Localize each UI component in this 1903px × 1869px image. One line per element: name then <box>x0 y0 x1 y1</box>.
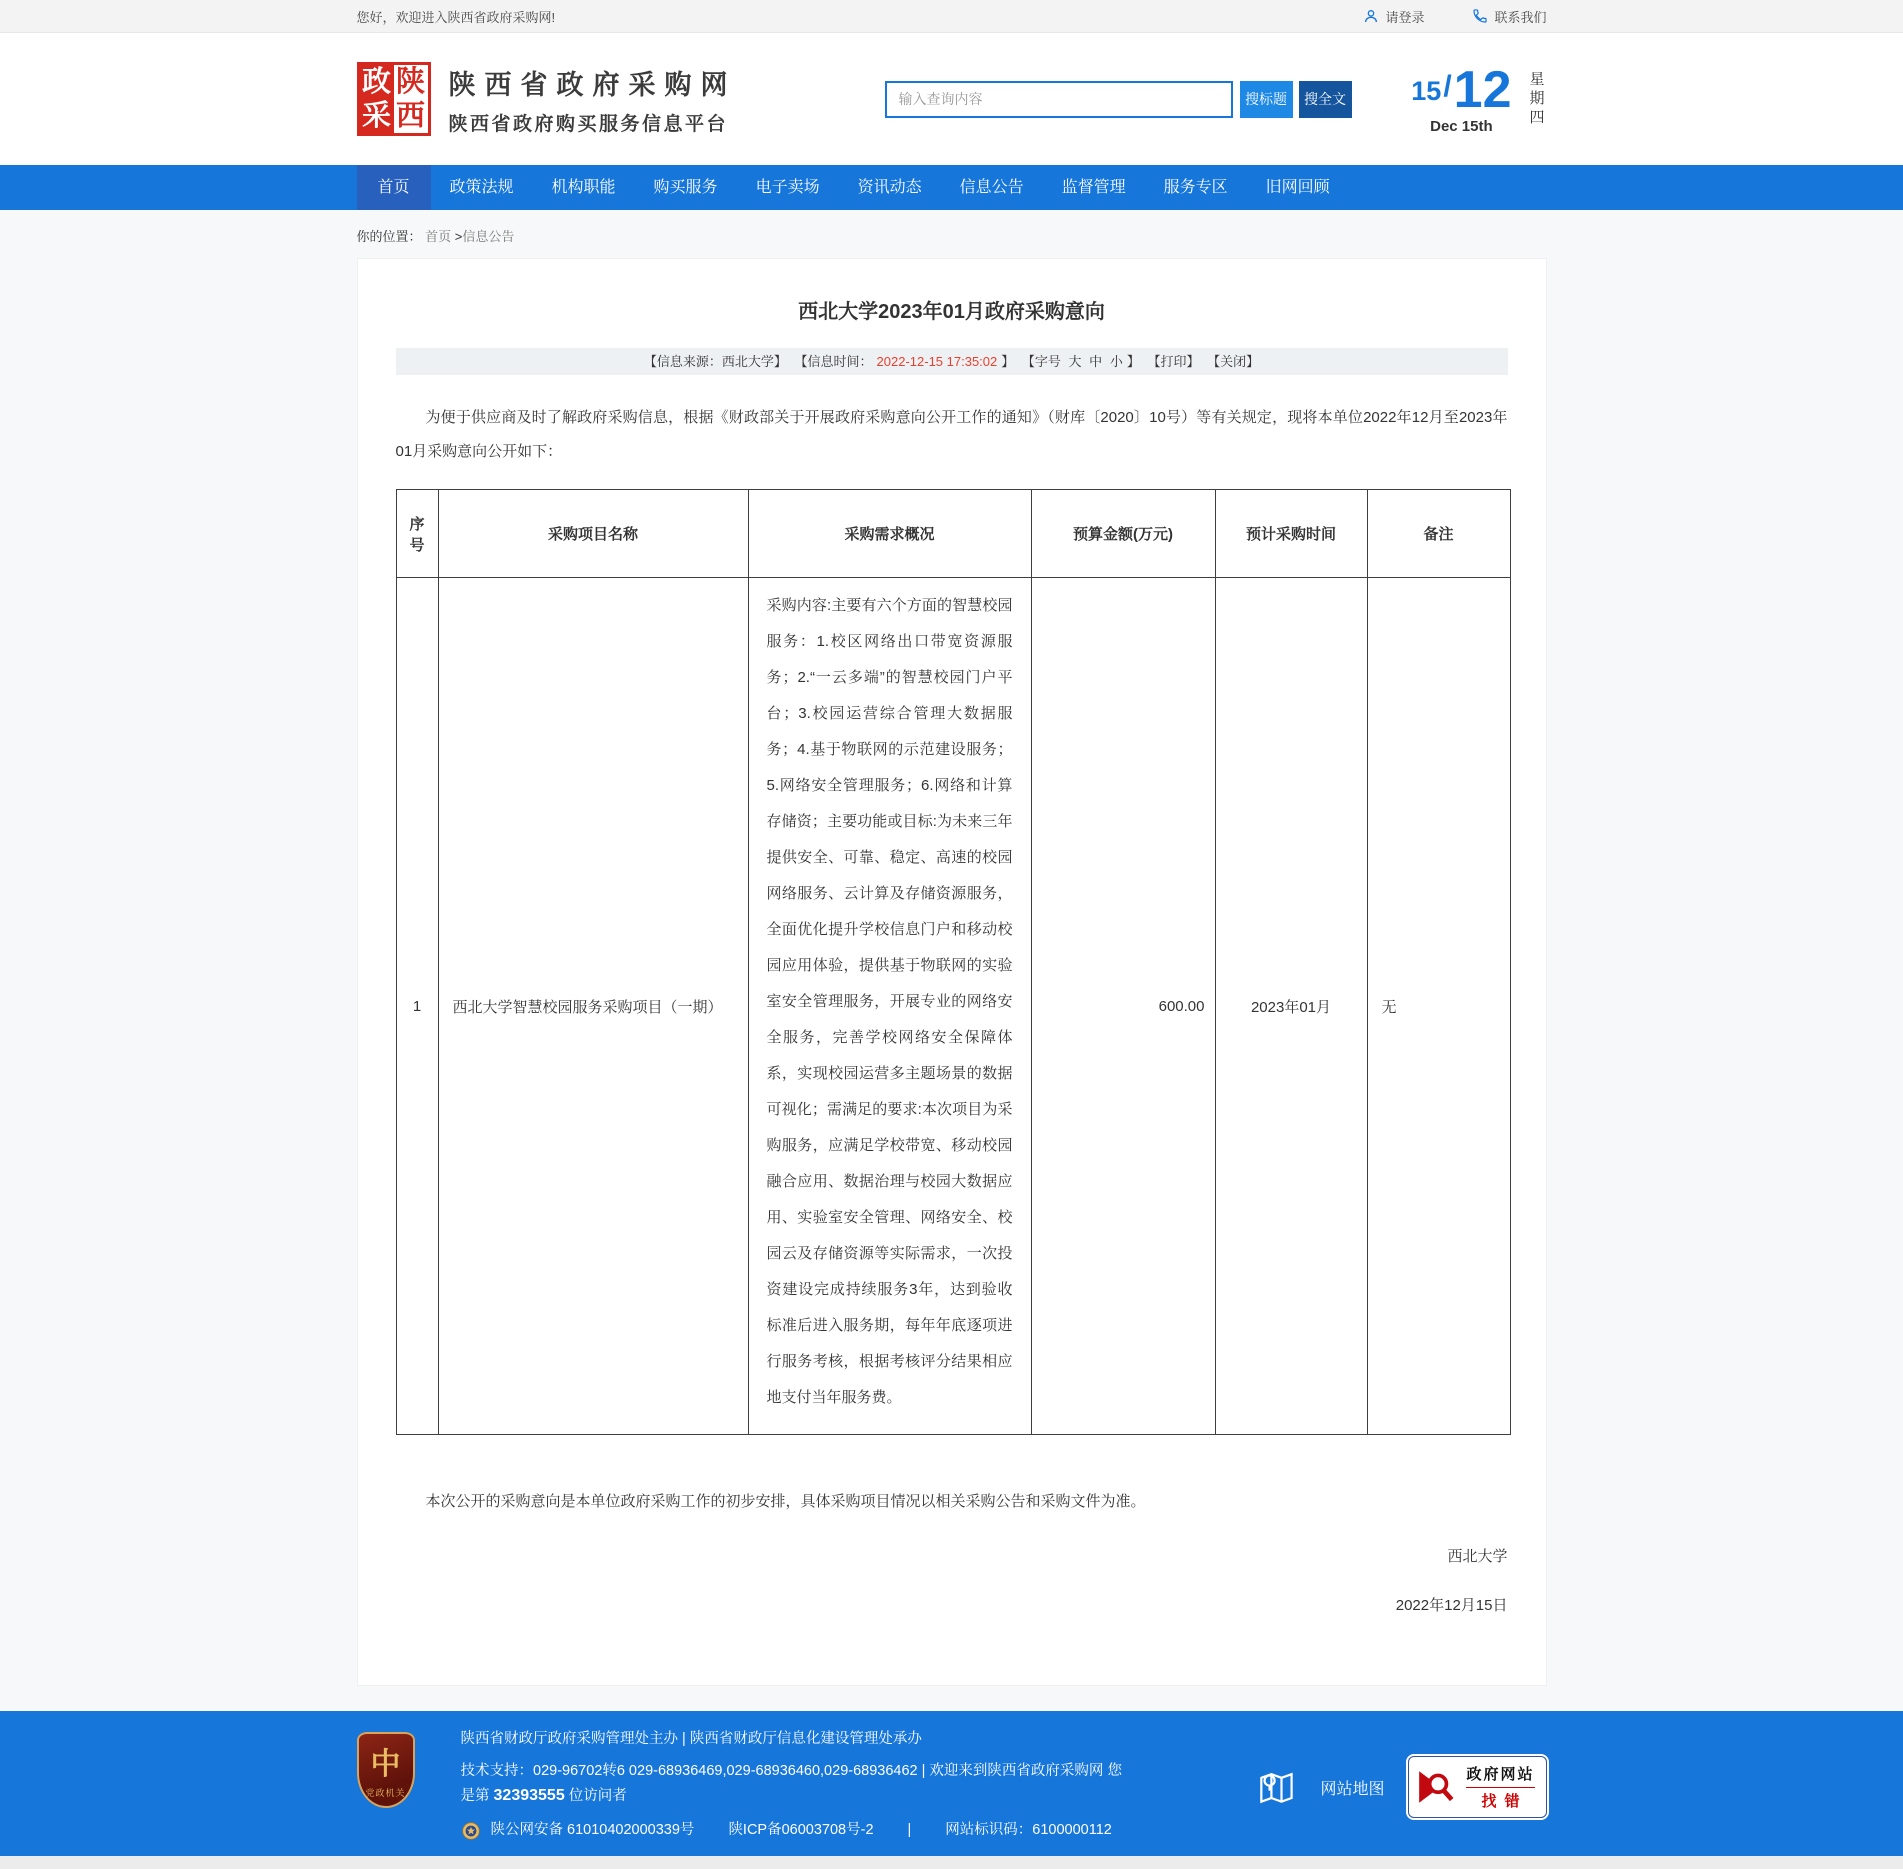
nav-item-service-zone[interactable]: 服务专区 <box>1163 179 1228 196</box>
intro-paragraph: 为便于供应商及时了解政府采购信息，根据《财政部关于开展政府采购意向公开工作的通知》（财库〔2020〕10号）等有关规定，现将本单位2022年12月至2023年01月采购意向公开如下： <box>395 409 1508 460</box>
nav-item-old-site[interactable]: 旧网回顾 <box>1265 179 1330 196</box>
page-body <box>0 210 1903 1711</box>
nav-item-policy[interactable]: 政策法规 <box>449 179 514 196</box>
procurement-table <box>396 489 1511 1435</box>
close-button[interactable]: 【关闭】 <box>1207 354 1260 369</box>
site-logo[interactable] <box>357 62 431 136</box>
header-name: 采购项目名称 <box>438 490 748 578</box>
article-title: 西北大学2023年01月政府采购意向 <box>798 301 1105 323</box>
date-month: 12 <box>1453 60 1512 119</box>
site-footer <box>0 1711 1903 1856</box>
header-budget: 预算金额(万元) <box>1031 490 1215 578</box>
party-government-shield-icon <box>357 1732 415 1808</box>
cell-demand: 采购内容:主要有六个方面的智慧校园服务：1.校区网络出口带宽资源服务；2.“一云多端”的智慧校园门户平台；3.校园运营综合管理大数据服务；4.基于物联网的示范建设服务；5.网络安全管理服务；6.网络和计算存储资；主要功能或目标:为未来三年提供安全、可靠、稳定、高速的校园网络服务、云计算及存储资源服务，全面优化提升学校信息门户和移动校园应用体验，提供基于物联网的实验室安全管理服务，开展专业的网络安全服务，完善学校网络安全保障体系，实现校园运营多主题场景的数据可视化；需满足的要求:本次项目为采购服务，应满足学校带宽、移动校园融合应用、数据治理与校园大数据应用、实验室安全管理、网络安全、校园云及存储资源等实际需求，一次投资建设完成持续服务3年，达到验收标准后进入服务期，每年年底逐项进行服务考核，根据考核评分结果相应地支付当年服务费。 <box>748 578 1031 1435</box>
sitemap-link[interactable] <box>1254 1765 1384 1809</box>
cell-budget: 600.00 <box>1031 578 1215 1435</box>
support-suffix: 位访问者 <box>564 1788 627 1805</box>
breadcrumb-current[interactable]: 信息公告 <box>462 229 515 244</box>
search-input[interactable] <box>885 81 1233 118</box>
login-link[interactable] <box>1363 7 1424 26</box>
article-meta-bar <box>396 348 1508 375</box>
date-widget <box>1411 60 1546 135</box>
nav-item-e-mall[interactable]: 电子卖场 <box>755 179 820 196</box>
find-error-magnifier-icon <box>1416 1766 1458 1808</box>
cell-time: 2023年01月 <box>1215 578 1367 1435</box>
search-title-button[interactable]: 搜标题 <box>1240 81 1293 118</box>
article-card <box>357 258 1547 1686</box>
cell-note: 无 <box>1367 578 1510 1435</box>
signature: 西北大学 <box>1447 1548 1508 1565</box>
table-row <box>396 578 1510 1435</box>
logo-char-xi: 西 <box>394 99 428 133</box>
beian-police[interactable]: 陕公网安备 61010402000339号 <box>490 1821 695 1838</box>
site-header <box>0 33 1903 165</box>
header-no: 序号 <box>396 490 438 578</box>
date-weekday: 星期四 <box>1527 70 1545 128</box>
sitemap-label: 网站地图 <box>1320 1780 1385 1798</box>
sitemap-map-icon <box>1254 1765 1298 1809</box>
closing-paragraph: 本次公开的采购意向是本单位政府采购工作的初步安排，具体采购项目情况以相关采购公告和采购文件为准。 <box>425 1493 1146 1510</box>
contact-label: 联系我们 <box>1494 9 1547 25</box>
site-error-badge[interactable] <box>1408 1756 1546 1818</box>
date-day: 15 <box>1411 75 1442 106</box>
main-nav <box>0 165 1903 210</box>
welcome-text: 您好，欢迎进入陕西省政府采购网! <box>356 9 556 25</box>
search-fulltext-button[interactable]: 搜全文 <box>1299 81 1352 118</box>
fontsize-suffix: 】 <box>1126 354 1140 369</box>
breadcrumb-separator: > <box>451 229 463 244</box>
site-name: 陕西省政府采购网 <box>448 69 737 100</box>
header-time: 预计采购时间 <box>1215 490 1367 578</box>
breadcrumb-prefix: 你的位置： <box>356 229 422 244</box>
beian-icp[interactable]: 陕ICP备06003708号-2 <box>728 1821 874 1838</box>
cell-no: 1 <box>396 578 438 1435</box>
footer-host-line: 陕西省财政厅政府采购管理处主办 | 陕西省财政厅信息化建设管理处承办 <box>460 1731 922 1747</box>
nav-item-supervision[interactable]: 监督管理 <box>1061 179 1126 196</box>
fontsize-small-button[interactable]: 小 <box>1109 354 1123 369</box>
login-label: 请登录 <box>1385 9 1425 25</box>
nav-item-functions[interactable]: 机构职能 <box>551 179 616 196</box>
fontsize-prefix: 【字号 <box>1021 354 1061 369</box>
print-button[interactable]: 【打印】 <box>1147 354 1200 369</box>
nav-item-purchase-services[interactable]: 购买服务 <box>653 179 718 196</box>
header-demand: 采购需求概况 <box>748 490 1031 578</box>
contact-link[interactable] <box>1472 7 1546 26</box>
beian-separator: | <box>907 1821 912 1838</box>
support-text: 技术支持：029-96702转6 029-68936469,029-68936460,029-68936462 | 欢迎来到陕西省政府采购网 您是第 <box>460 1763 1122 1805</box>
error-badge-line2: 找错 <box>1481 1793 1528 1810</box>
info-time-prefix: 【信息时间： <box>794 354 873 369</box>
shield-emblem: 中 <box>370 1748 401 1781</box>
footer-support-line <box>461 1760 1133 1809</box>
info-time-suffix: 】 <box>1001 354 1015 369</box>
visitor-count: 32393555 <box>493 1787 565 1805</box>
police-badge-icon <box>461 1821 481 1841</box>
user-icon <box>1363 8 1379 24</box>
table-header-row <box>396 490 1510 578</box>
search-area <box>885 81 1352 118</box>
logo-char-shan: 陕 <box>394 65 428 99</box>
nav-item-announcements[interactable]: 信息公告 <box>959 179 1024 196</box>
bottom-strip <box>0 1856 1903 1869</box>
cell-project-name: 西北大学智慧校园服务采购项目（一期） <box>438 578 748 1435</box>
shield-label: 党政机关 <box>365 1788 406 1798</box>
logo-char-zheng: 政 <box>360 65 394 99</box>
fontsize-medium-button[interactable]: 中 <box>1089 354 1103 369</box>
date-english: Dec 15th <box>1430 117 1493 135</box>
fontsize-large-button[interactable]: 大 <box>1068 354 1082 369</box>
date-slash: / <box>1443 69 1452 103</box>
breadcrumb <box>357 210 1547 258</box>
info-source: 【信息来源：西北大学】 <box>643 354 787 369</box>
site-subtitle: 陕西省政府购买服务信息平台 <box>448 113 729 135</box>
nav-item-news[interactable]: 资讯动态 <box>857 179 922 196</box>
phone-icon <box>1472 8 1488 24</box>
header-note: 备注 <box>1367 490 1510 578</box>
error-badge-line1: 政府网站 <box>1466 1763 1534 1788</box>
breadcrumb-home[interactable]: 首页 <box>425 229 452 244</box>
logo-char-cai: 采 <box>360 99 394 133</box>
info-time-value: 2022-12-15 17:35:02 <box>876 354 998 369</box>
signature-date: 2022年12月15日 <box>1395 1597 1508 1614</box>
nav-item-home[interactable]: 首页 <box>357 165 431 210</box>
site-code: 网站标识码：6100000112 <box>945 1821 1112 1838</box>
topbar <box>0 0 1903 33</box>
